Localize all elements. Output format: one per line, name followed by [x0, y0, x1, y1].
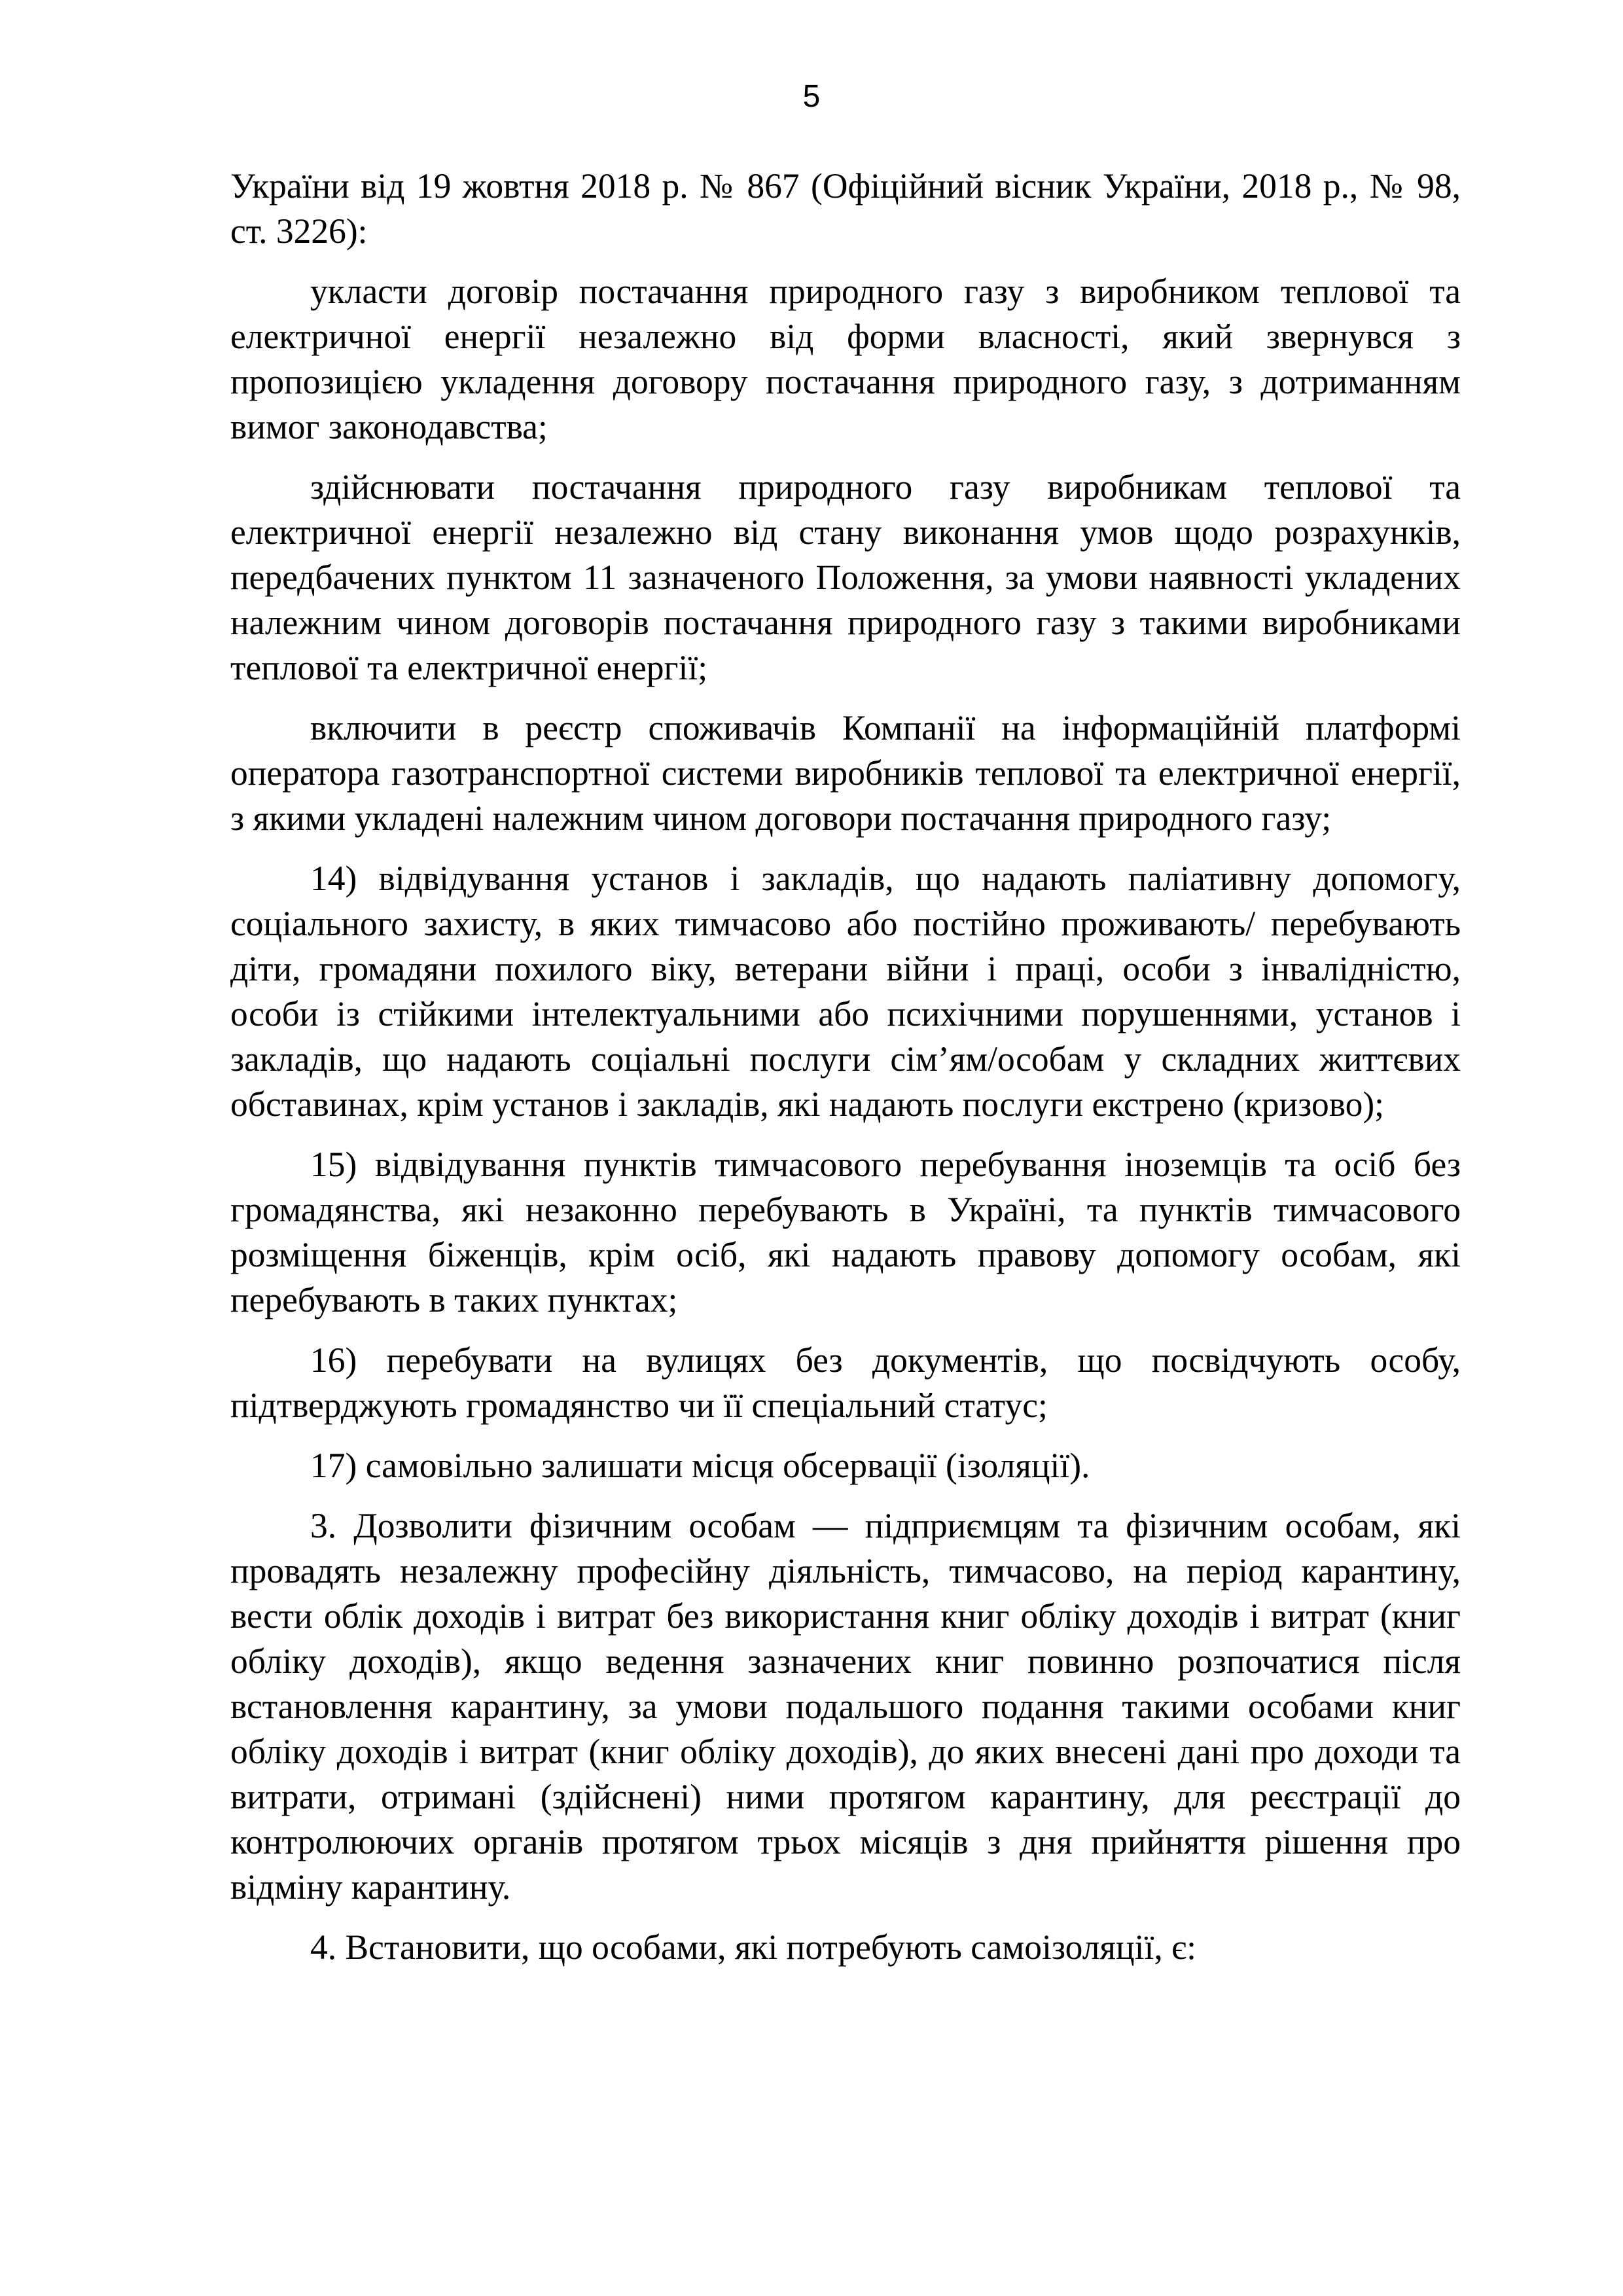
paragraph-gas-contract: укласти договір постачання природного газу з виробником теплової та електричної енергії незалежно від форми власності, який звернувся з пропозицією укладення договору постачання природного газу, з дотриманням вимог законодавства; [230, 272, 1461, 446]
page-number: 5 [802, 79, 821, 114]
document-body [230, 164, 1461, 1985]
paragraph-consumer-registry: включити в реєстр споживачів Компанії на інформаційній платформі оператора газотранспортної системи виробників теплової та електричної енергії, з якими укладені належним чином договори постачання природного газу; [230, 708, 1461, 838]
paragraph-item-17: 17) самовільно залишати місця обсервації (ізоляції). [310, 1446, 1090, 1485]
paragraph-section-3: 3. Дозволити фізичним особам — підприємцям та фізичним особам, які провадять незалежну професійну діяльність, тимчасово, на період карантину, вести облік доходів і витрат без використання книг обліку доходів і витрат (книг обліку доходів), якщо ведення зазначених книг повинно розпочатися після встановлення карантину, за умови подальшого подання такими особами книг обліку доходів і витрат (книг обліку доходів), до яких внесені дані про доходи та витрати, отримані (здійснені) ними протягом карантину, для реєстрації до контролюючих органів протягом трьох місяців з дня прийняття рішення про відміну карантину. [230, 1506, 1461, 1907]
paragraph-section-4: 4. Встановити, що особами, які потребують самоізоляції, є: [310, 1928, 1196, 1967]
paragraph-continuation: України від 19 жовтня 2018 р. № 867 (Офіційний вісник України, 2018 р., № 98, ст. 3226): [230, 166, 1461, 251]
paragraph-gas-supply: здійснювати постачання природного газу виробникам теплової та електричної енергії незалежно від стану виконання умов щодо розрахунків, передбачених пунктом 11 зазначеного Положення, за умови наявності укладених належним чином договорів постачання природного газу з такими виробниками теплової та електричної енергії; [230, 467, 1461, 687]
paragraph-item-15: 15) відвідування пунктів тимчасового перебування іноземців та осіб без громадянства, які незаконно перебувають в Україні, та пунктів тимчасового розміщення біженців, крім осіб, які надають правову допомогу особам, які перебувають в таких пунктах; [230, 1145, 1461, 1319]
paragraph-item-16: 16) перебувати на вулицях без документів, що посвідчують особу, підтверджують громадянство чи її спеціальний статус; [230, 1340, 1461, 1425]
paragraph-item-14: 14) відвідування установ і закладів, що надають паліативну допомогу, соціального захисту, в яких тимчасово або постійно проживають/ перебувають діти, громадяни похилого віку, ветерани війни і праці, особи з інвалідністю, особи із стійкими інтелектуальними або психічними порушеннями, установ і закладів, що надають соціальні послуги сім’ям/особам у складних життєвих обставинах, крім установ і закладів, які надають послуги екстрено (кризово); [230, 859, 1461, 1124]
